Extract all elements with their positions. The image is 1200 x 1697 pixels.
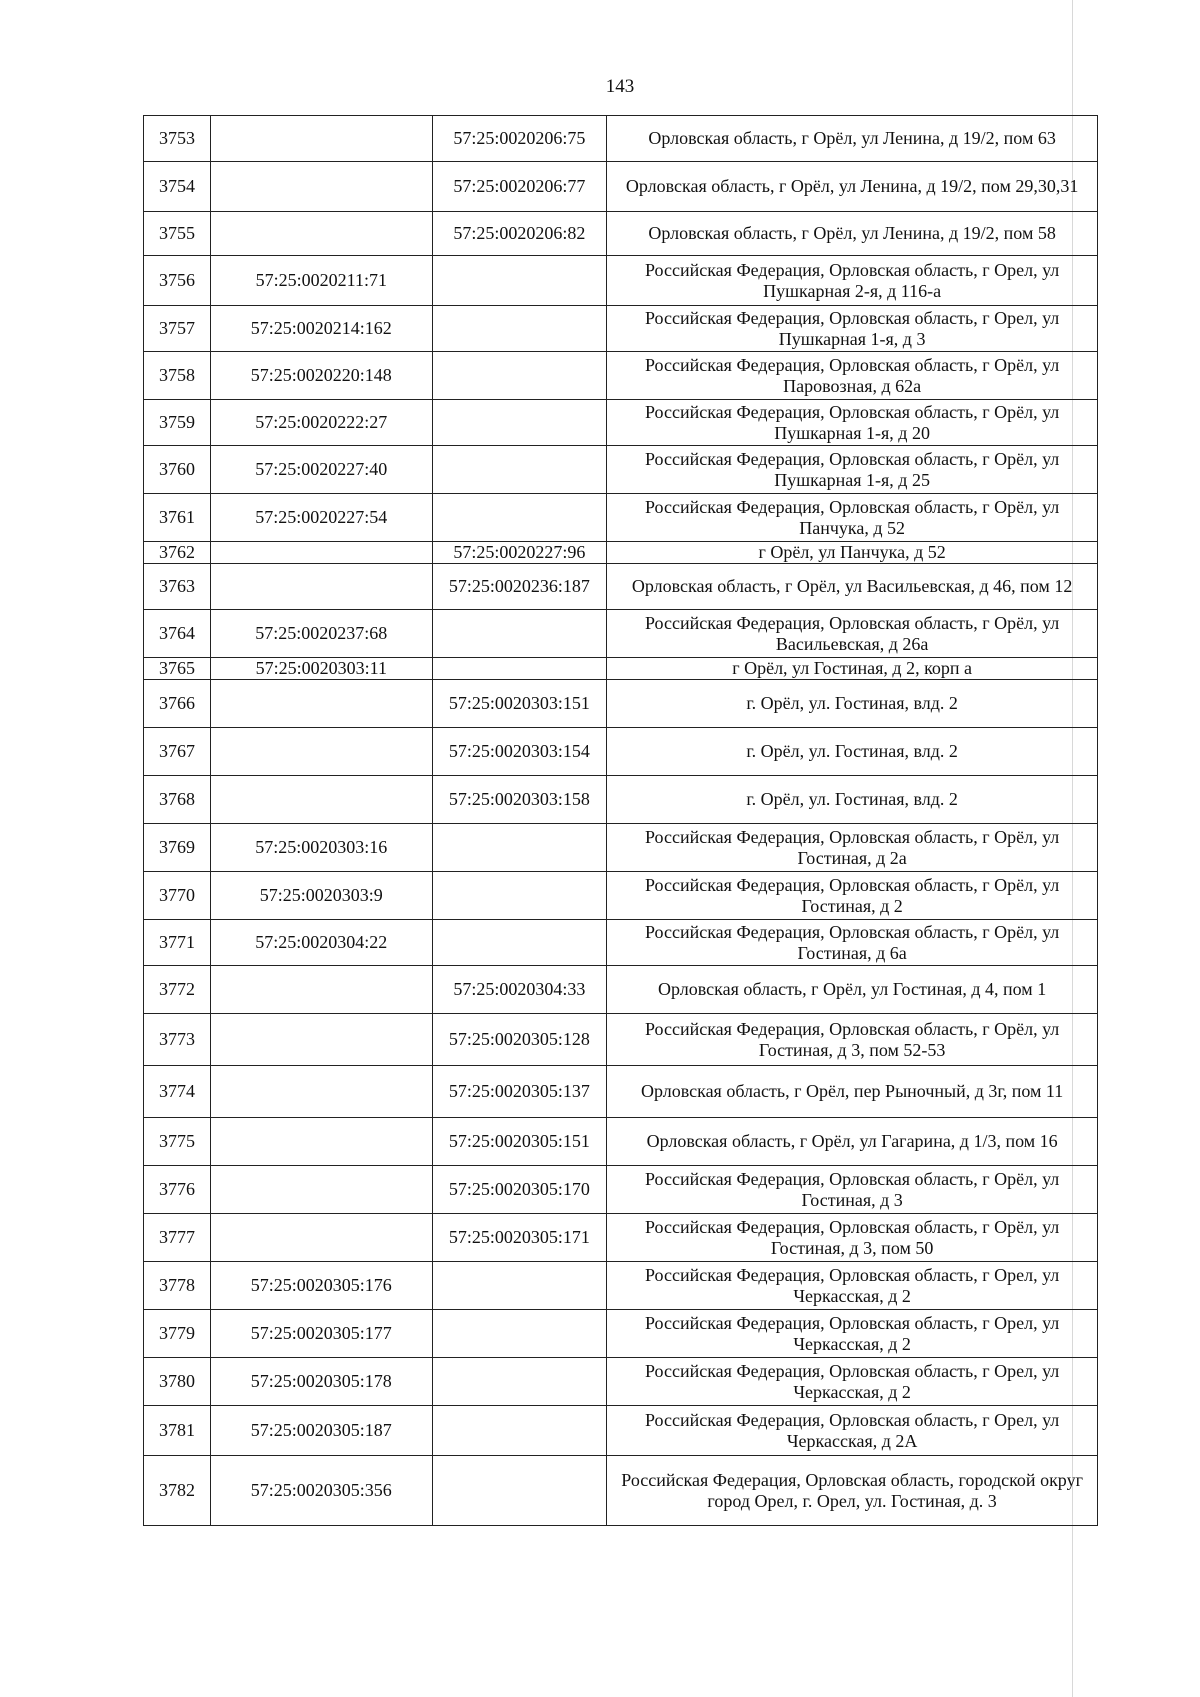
row-number-cell: 3756	[144, 256, 211, 306]
cadastral-number-cell	[211, 1014, 432, 1066]
table-row	[144, 1118, 1098, 1166]
table-row	[144, 920, 1098, 966]
row-number-cell: 3759	[144, 400, 211, 446]
cadastral-number-premises-cell: 57:25:0020303:154	[432, 728, 607, 776]
cadastral-number-cell: 57:25:0020227:54	[211, 494, 432, 542]
cadastral-number-premises-cell: 57:25:0020206:82	[432, 212, 607, 256]
address-cell: г Орёл, ул Гостиная, д 2, корп а	[607, 658, 1098, 680]
cadastral-number-premises-cell	[432, 872, 607, 920]
address-cell: Орловская область, г Орёл, ул Гостиная, д 4, пом 1	[607, 966, 1098, 1014]
row-number-cell: 3775	[144, 1118, 211, 1166]
cadastral-number-premises-cell	[432, 400, 607, 446]
cadastral-number-premises-cell: 57:25:0020305:170	[432, 1166, 607, 1214]
cadastral-number-cell	[211, 542, 432, 564]
cadastral-number-cell: 57:25:0020227:40	[211, 446, 432, 494]
row-number-cell: 3782	[144, 1456, 211, 1526]
address-cell: г. Орёл, ул. Гостиная, влд. 2	[607, 728, 1098, 776]
cadastral-number-premises-cell	[432, 610, 607, 658]
address-cell: Орловская область, г Орёл, ул Гагарина, д 1/3, пом 16	[607, 1118, 1098, 1166]
cadastral-number-cell: 57:25:0020237:68	[211, 610, 432, 658]
cadastral-number-premises-cell	[432, 1406, 607, 1456]
table-row	[144, 1066, 1098, 1118]
address-cell: Орловская область, г Орёл, ул Ленина, д 19/2, пом 58	[607, 212, 1098, 256]
cadastral-number-cell: 57:25:0020211:71	[211, 256, 432, 306]
address-cell: Российская Федерация, Орловская область, г Орел, ул Черкасская, д 2	[607, 1358, 1098, 1406]
address-cell: Российская Федерация, Орловская область, г Орел, ул Пушкарная 2-я, д 116-а	[607, 256, 1098, 306]
cadastral-number-cell	[211, 1066, 432, 1118]
address-cell: Российская Федерация, Орловская область, г Орёл, ул Гостиная, д 6а	[607, 920, 1098, 966]
row-number-cell: 3771	[144, 920, 211, 966]
address-cell: Российская Федерация, Орловская область, г Орёл, ул Панчука, д 52	[607, 494, 1098, 542]
cadastral-number-premises-cell	[432, 824, 607, 872]
cadastral-number-premises-cell	[432, 1358, 607, 1406]
table-row	[144, 446, 1098, 494]
address-cell: Российская Федерация, Орловская область, г Орёл, ул Паровозная, д 62а	[607, 352, 1098, 400]
row-number-cell: 3764	[144, 610, 211, 658]
cadastral-number-premises-cell	[432, 494, 607, 542]
row-number-cell: 3777	[144, 1214, 211, 1262]
cadastral-number-cell: 57:25:0020303:9	[211, 872, 432, 920]
address-cell: Орловская область, г Орёл, ул Ленина, д 19/2, пом 29,30,31	[607, 162, 1098, 212]
cadastral-number-premises-cell: 57:25:0020305:171	[432, 1214, 607, 1262]
cadastral-number-premises-cell	[432, 1456, 607, 1526]
cadastral-number-cell	[211, 680, 432, 728]
cadastral-number-cell: 57:25:0020305:177	[211, 1310, 432, 1358]
table-row	[144, 564, 1098, 610]
table-row	[144, 1166, 1098, 1214]
cadastral-number-premises-cell	[432, 256, 607, 306]
cadastral-number-premises-cell: 57:25:0020305:128	[432, 1014, 607, 1066]
row-number-cell: 3772	[144, 966, 211, 1014]
address-cell: Российская Федерация, Орловская область, г Орел, ул Черкасская, д 2А	[607, 1406, 1098, 1456]
table-row	[144, 494, 1098, 542]
row-number-cell: 3755	[144, 212, 211, 256]
cadastral-number-premises-cell	[432, 446, 607, 494]
cadastral-number-cell	[211, 776, 432, 824]
cadastral-number-premises-cell: 57:25:0020206:75	[432, 116, 607, 162]
cadastral-number-cell	[211, 728, 432, 776]
address-cell: Орловская область, г Орёл, ул Ленина, д 19/2, пом 63	[607, 116, 1098, 162]
cadastral-number-premises-cell	[432, 1262, 607, 1310]
cadastral-number-cell	[211, 116, 432, 162]
table-row	[144, 824, 1098, 872]
row-number-cell: 3762	[144, 542, 211, 564]
row-number-cell: 3769	[144, 824, 211, 872]
row-number-cell: 3760	[144, 446, 211, 494]
cadastral-number-premises-cell	[432, 352, 607, 400]
row-number-cell: 3753	[144, 116, 211, 162]
cadastral-number-premises-cell	[432, 306, 607, 352]
row-number-cell: 3766	[144, 680, 211, 728]
cadastral-number-cell: 57:25:0020214:162	[211, 306, 432, 352]
address-cell: Орловская область, г Орёл, пер Рыночный, д 3г, пом 11	[607, 1066, 1098, 1118]
table-row	[144, 658, 1098, 680]
cadastral-number-cell: 57:25:0020305:187	[211, 1406, 432, 1456]
cadastral-number-premises-cell: 57:25:0020304:33	[432, 966, 607, 1014]
address-cell: Российская Федерация, Орловская область, городской округ город Орел, г. Орел, ул. Гостиная, д. 3	[607, 1456, 1098, 1526]
row-number-cell: 3778	[144, 1262, 211, 1310]
row-number-cell: 3779	[144, 1310, 211, 1358]
table-row	[144, 1310, 1098, 1358]
cadastral-number-cell: 57:25:0020305:176	[211, 1262, 432, 1310]
cadastral-number-cell	[211, 564, 432, 610]
row-number-cell: 3757	[144, 306, 211, 352]
row-number-cell: 3781	[144, 1406, 211, 1456]
address-cell: Российская Федерация, Орловская область, г Орёл, ул Гостиная, д 2	[607, 872, 1098, 920]
cadastral-number-premises-cell	[432, 658, 607, 680]
address-cell: Российская Федерация, Орловская область, г Орёл, ул Гостиная, д 3, пом 52-53	[607, 1014, 1098, 1066]
table-row	[144, 776, 1098, 824]
table-row	[144, 1358, 1098, 1406]
row-number-cell: 3776	[144, 1166, 211, 1214]
address-cell: г. Орёл, ул. Гостиная, влд. 2	[607, 680, 1098, 728]
address-cell: г. Орёл, ул. Гостиная, влд. 2	[607, 776, 1098, 824]
row-number-cell: 3773	[144, 1014, 211, 1066]
row-number-cell: 3758	[144, 352, 211, 400]
row-number-cell: 3767	[144, 728, 211, 776]
cadastral-number-cell	[211, 1118, 432, 1166]
cadastral-number-cell	[211, 966, 432, 1014]
cadastral-number-premises-cell	[432, 920, 607, 966]
cadastral-number-cell	[211, 162, 432, 212]
cadastral-number-premises-cell: 57:25:0020305:137	[432, 1066, 607, 1118]
table-row	[144, 610, 1098, 658]
table-row	[144, 400, 1098, 446]
cadastral-number-premises-cell: 57:25:0020236:187	[432, 564, 607, 610]
table-row	[144, 728, 1098, 776]
cadastral-number-cell: 57:25:0020303:16	[211, 824, 432, 872]
cadastral-number-cell: 57:25:0020222:27	[211, 400, 432, 446]
cadastral-number-premises-cell	[432, 1310, 607, 1358]
table-row	[144, 542, 1098, 564]
table-row	[144, 162, 1098, 212]
address-cell: Российская Федерация, Орловская область, г Орел, ул Черкасская, д 2	[607, 1310, 1098, 1358]
cadastral-number-cell	[211, 1214, 432, 1262]
cadastral-number-cell: 57:25:0020304:22	[211, 920, 432, 966]
address-cell: Российская Федерация, Орловская область, г Орел, ул Черкасская, д 2	[607, 1262, 1098, 1310]
cadastral-number-cell: 57:25:0020220:148	[211, 352, 432, 400]
table-row	[144, 306, 1098, 352]
table-row	[144, 212, 1098, 256]
address-cell: г Орёл, ул Панчука, д 52	[607, 542, 1098, 564]
registry-table	[143, 115, 1098, 1526]
address-cell: Российская Федерация, Орловская область, г Орел, ул Пушкарная 1-я, д 3	[607, 306, 1098, 352]
row-number-cell: 3774	[144, 1066, 211, 1118]
row-number-cell: 3768	[144, 776, 211, 824]
address-cell: Российская Федерация, Орловская область, г Орёл, ул Пушкарная 1-я, д 20	[607, 400, 1098, 446]
row-number-cell: 3761	[144, 494, 211, 542]
row-number-cell: 3765	[144, 658, 211, 680]
registry-table-body	[144, 116, 1098, 1526]
cadastral-number-premises-cell: 57:25:0020305:151	[432, 1118, 607, 1166]
table-row	[144, 116, 1098, 162]
address-cell: Орловская область, г Орёл, ул Васильевская, д 46, пом 12	[607, 564, 1098, 610]
cadastral-number-premises-cell: 57:25:0020303:158	[432, 776, 607, 824]
cadastral-number-cell: 57:25:0020305:356	[211, 1456, 432, 1526]
table-row	[144, 1262, 1098, 1310]
address-cell: Российская Федерация, Орловская область, г Орёл, ул Пушкарная 1-я, д 25	[607, 446, 1098, 494]
row-number-cell: 3780	[144, 1358, 211, 1406]
cadastral-number-cell	[211, 1166, 432, 1214]
row-number-cell: 3770	[144, 872, 211, 920]
cadastral-number-cell	[211, 212, 432, 256]
table-row	[144, 256, 1098, 306]
table-row	[144, 872, 1098, 920]
address-cell: Российская Федерация, Орловская область, г Орёл, ул Васильевская, д 26а	[607, 610, 1098, 658]
table-row	[144, 1406, 1098, 1456]
address-cell: Российская Федерация, Орловская область, г Орёл, ул Гостиная, д 3, пом 50	[607, 1214, 1098, 1262]
row-number-cell: 3754	[144, 162, 211, 212]
cadastral-number-premises-cell: 57:25:0020303:151	[432, 680, 607, 728]
address-cell: Российская Федерация, Орловская область, г Орёл, ул Гостиная, д 2а	[607, 824, 1098, 872]
table-row	[144, 966, 1098, 1014]
page-number: 143	[605, 76, 635, 97]
address-cell: Российская Федерация, Орловская область, г Орёл, ул Гостиная, д 3	[607, 1166, 1098, 1214]
table-row	[144, 1456, 1098, 1526]
cadastral-number-cell: 57:25:0020303:11	[211, 658, 432, 680]
row-number-cell: 3763	[144, 564, 211, 610]
cadastral-number-premises-cell: 57:25:0020206:77	[432, 162, 607, 212]
table-row	[144, 352, 1098, 400]
table-row	[144, 1214, 1098, 1262]
table-row	[144, 680, 1098, 728]
table-row	[144, 1014, 1098, 1066]
cadastral-number-premises-cell: 57:25:0020227:96	[432, 542, 607, 564]
cadastral-number-cell: 57:25:0020305:178	[211, 1358, 432, 1406]
